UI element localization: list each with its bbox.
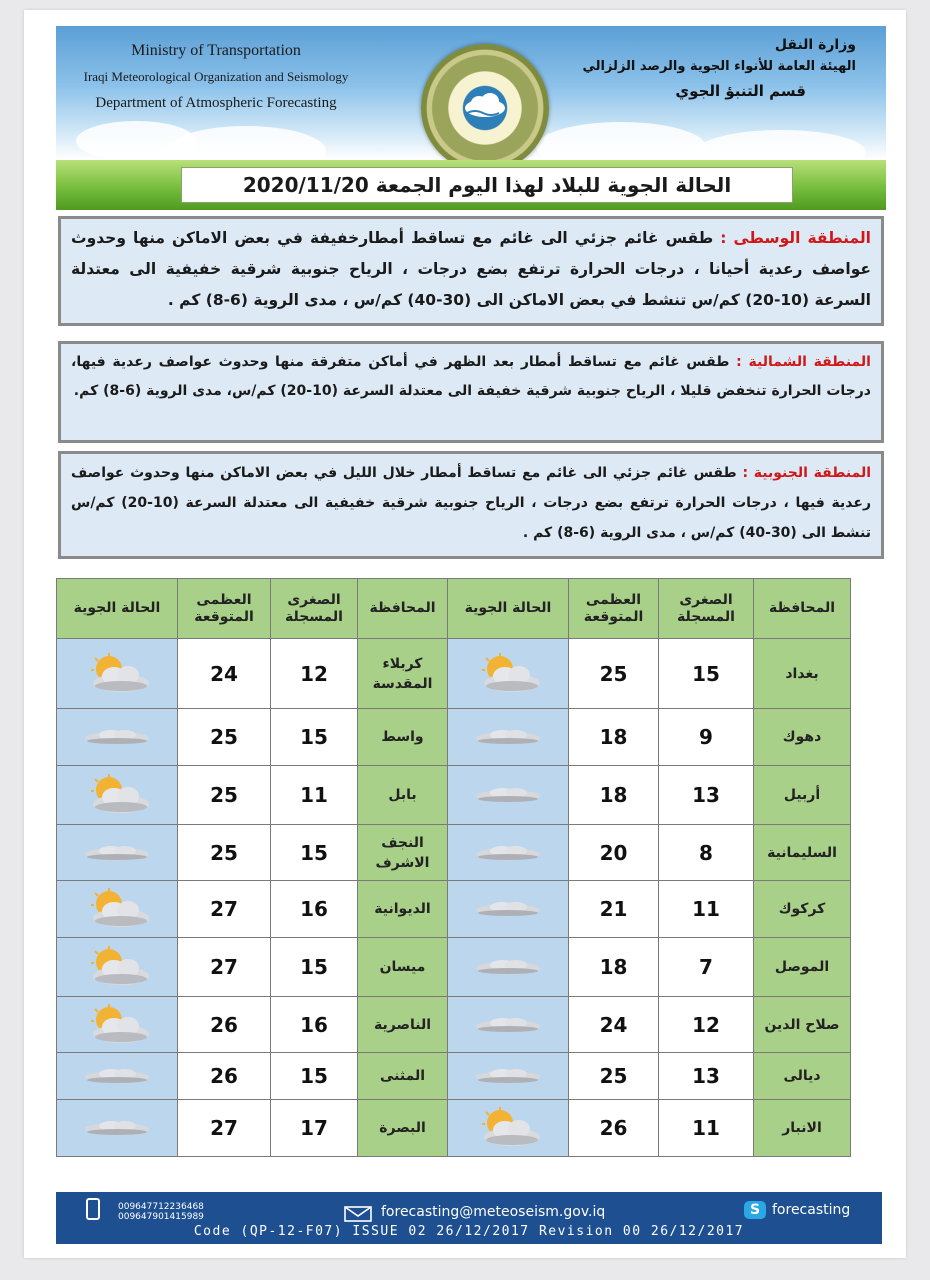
- governorate-cell: السليمانية: [754, 825, 851, 881]
- cloudy-icon: [448, 938, 569, 997]
- governorate-cell: واسط: [358, 709, 448, 766]
- organization-en: Iraqi Meteorological Organization and Seismology: [83, 69, 349, 84]
- min-temp-cell: 12: [659, 997, 754, 1053]
- governorate-cell: كركوك: [754, 881, 851, 938]
- ministry-en: Ministry of Transportation: [131, 42, 301, 59]
- cloudy-icon: [448, 825, 569, 881]
- max-temp-cell: 27: [178, 1100, 271, 1157]
- partly-cloudy-icon: [448, 1100, 569, 1157]
- max-temp-cell: 25: [178, 709, 271, 766]
- min-temp-cell: 11: [271, 766, 358, 825]
- max-temp-cell: 26: [178, 997, 271, 1053]
- governorate-cell: الناصرية: [358, 997, 448, 1053]
- table-row: [57, 1100, 851, 1157]
- phone-numbers: [118, 1202, 204, 1222]
- partly-cloudy-icon: [57, 639, 178, 709]
- header-weather: الحالة الجوية: [448, 579, 569, 639]
- region-name: المنطقة الجنوبية :: [742, 465, 872, 481]
- table-row: [57, 881, 851, 938]
- max-temp-cell: 24: [569, 997, 659, 1053]
- min-temp-cell: 15: [271, 1053, 358, 1100]
- page-title: الحالة الجوية للبلاد لهذا اليوم الجمعة 2020/11/20: [181, 167, 793, 203]
- max-temp-cell: 26: [178, 1053, 271, 1100]
- cloudy-icon: [57, 1053, 178, 1100]
- max-temp-cell: 18: [569, 709, 659, 766]
- governorate-cell: أربيل: [754, 766, 851, 825]
- region-central: [58, 216, 884, 326]
- header-banner: [56, 26, 886, 160]
- partly-cloudy-icon: [57, 997, 178, 1053]
- governorate-cell: الانبار: [754, 1100, 851, 1157]
- max-temp-cell: 25: [178, 825, 271, 881]
- max-temp-cell: 18: [569, 938, 659, 997]
- min-temp-cell: 15: [271, 709, 358, 766]
- governorate-cell: الموصل: [754, 938, 851, 997]
- header-governorate: المحافظة: [358, 579, 448, 639]
- min-temp-cell: 13: [659, 1053, 754, 1100]
- table-row: [57, 709, 851, 766]
- region-name: المنطقة الشمالية :: [736, 354, 871, 370]
- min-temp-cell: 15: [659, 639, 754, 709]
- region-text: طقس غائم جزئي الى غائم مع تساقط أمطارخفيفة في بعض الاماكن منها وحدوث عواصف رعدية أحيانا ، درجات الحرارة ترتفع بضع درجات ، الرياح جنوبية شرقية خفيفية الى معتدلة السرعة (10-20) كم/س تنشط في بعض الاماكن الى (30-40) كم/س ، مدى الروية (6-8) كم .: [71, 229, 871, 309]
- header-max-temp: العظمى المتوقعة: [178, 579, 271, 639]
- header-governorate: المحافظة: [754, 579, 851, 639]
- table-row: [57, 766, 851, 825]
- table-row: [57, 825, 851, 881]
- min-temp-cell: 11: [659, 881, 754, 938]
- min-temp-cell: 16: [271, 881, 358, 938]
- min-temp-cell: 17: [271, 1100, 358, 1157]
- max-temp-cell: 18: [569, 766, 659, 825]
- region-name: المنطقة الوسطى :: [720, 229, 871, 247]
- organization-logo: [421, 44, 549, 160]
- governorate-cell: ديالى: [754, 1053, 851, 1100]
- footer: [56, 1192, 882, 1244]
- min-temp-cell: 7: [659, 938, 754, 997]
- max-temp-cell: 21: [569, 881, 659, 938]
- max-temp-cell: 24: [178, 639, 271, 709]
- min-temp-cell: 12: [271, 639, 358, 709]
- header-weather: الحالة الجوية: [57, 579, 178, 639]
- governorate-cell: كربلاء المقدسة: [358, 639, 448, 709]
- weather-table: [56, 578, 851, 1157]
- max-temp-cell: 27: [178, 938, 271, 997]
- region-south: [58, 451, 884, 559]
- governorate-cell: دهوك: [754, 709, 851, 766]
- max-temp-cell: 25: [569, 639, 659, 709]
- region-north: [58, 341, 884, 443]
- region-text: طقس غائم مع تساقط أمطار بعد الظهر في أماكن متفرقة منها وحدوث عواصف رعدية فيها، درجات الحرارة تنخفض قليلا ، الرياح جنوبية شرقية خفيفة الى معتدلة السرعة (10-20) كم/س، مدى الروية (6-8) كم.: [71, 354, 871, 399]
- max-temp-cell: 20: [569, 825, 659, 881]
- title-bar: [56, 160, 886, 210]
- cloudy-icon: [448, 881, 569, 938]
- ministry-ar: وزارة النقل: [774, 37, 856, 53]
- department-ar: قسم التنبؤ الجوي: [675, 82, 806, 100]
- skype-icon: S: [744, 1201, 766, 1219]
- organization-ar: الهيئة العامة للأنواء الجوية والرصد الزلزالي: [582, 59, 856, 74]
- phone-number: 009647712236468: [118, 1202, 204, 1212]
- partly-cloudy-icon: [57, 766, 178, 825]
- header-arabic: [556, 34, 856, 104]
- min-temp-cell: 15: [271, 938, 358, 997]
- governorate-cell: المثنى: [358, 1053, 448, 1100]
- cloudy-icon: [57, 1100, 178, 1157]
- min-temp-cell: 13: [659, 766, 754, 825]
- max-temp-cell: 25: [178, 766, 271, 825]
- mail-icon: [344, 1206, 372, 1222]
- header-min-temp: الصغرى المسجلة: [659, 579, 754, 639]
- phone-number: 009647901415989: [118, 1212, 204, 1222]
- table-row: [57, 938, 851, 997]
- min-temp-cell: 11: [659, 1100, 754, 1157]
- cloudy-icon: [448, 709, 569, 766]
- logo-cloud-icon: [463, 90, 507, 120]
- governorate-cell: بابل: [358, 766, 448, 825]
- header-min-temp: الصغرى المسجلة: [271, 579, 358, 639]
- region-text: طقس غائم جزئي الى غائم مع تساقط أمطار خلال الليل في بعض الاماكن منها وحدوث عواصف رعدية فيها ، درجات الحرارة ترتفع بضع درجات ، الرياح جنوبية شرقية خفيفية الى معتدلة السرعة (10-20) كم/س تنشط الى (30-40) كم/س ، مدى الروية (6-8) كم .: [71, 465, 871, 541]
- document-code: Code (QP-12-F07) ISSUE 02 26/12/2017 Revision 00 26/12/2017: [193, 1224, 745, 1239]
- min-temp-cell: 8: [659, 825, 754, 881]
- partly-cloudy-icon: [448, 639, 569, 709]
- email-address: forecasting@meteoseism.gov.iq: [381, 1204, 606, 1220]
- governorate-cell: بغداد: [754, 639, 851, 709]
- department-en: Department of Atmospheric Forecasting: [95, 95, 337, 111]
- governorate-cell: البصرة: [358, 1100, 448, 1157]
- partly-cloudy-icon: [57, 881, 178, 938]
- table-row: [57, 639, 851, 709]
- table-row: [57, 1053, 851, 1100]
- max-temp-cell: 26: [569, 1100, 659, 1157]
- table-row: [57, 997, 851, 1053]
- cloudy-icon: [448, 1053, 569, 1100]
- governorate-cell: النجف الاشرف: [358, 825, 448, 881]
- min-temp-cell: 15: [271, 825, 358, 881]
- phone-icon: [86, 1198, 100, 1220]
- governorate-cell: الديوانية: [358, 881, 448, 938]
- cloudy-icon: [57, 825, 178, 881]
- table-header-row: [57, 579, 851, 639]
- partly-cloudy-icon: [57, 938, 178, 997]
- min-temp-cell: 9: [659, 709, 754, 766]
- governorate-cell: ميسان: [358, 938, 448, 997]
- max-temp-cell: 25: [569, 1053, 659, 1100]
- cloudy-icon: [448, 766, 569, 825]
- skype-id: forecasting: [772, 1202, 851, 1218]
- max-temp-cell: 27: [178, 881, 271, 938]
- min-temp-cell: 16: [271, 997, 358, 1053]
- header-max-temp: العظمى المتوقعة: [569, 579, 659, 639]
- cloudy-icon: [448, 997, 569, 1053]
- cloudy-icon: [57, 709, 178, 766]
- header-english: [66, 38, 366, 116]
- governorate-cell: صلاح الدين: [754, 997, 851, 1053]
